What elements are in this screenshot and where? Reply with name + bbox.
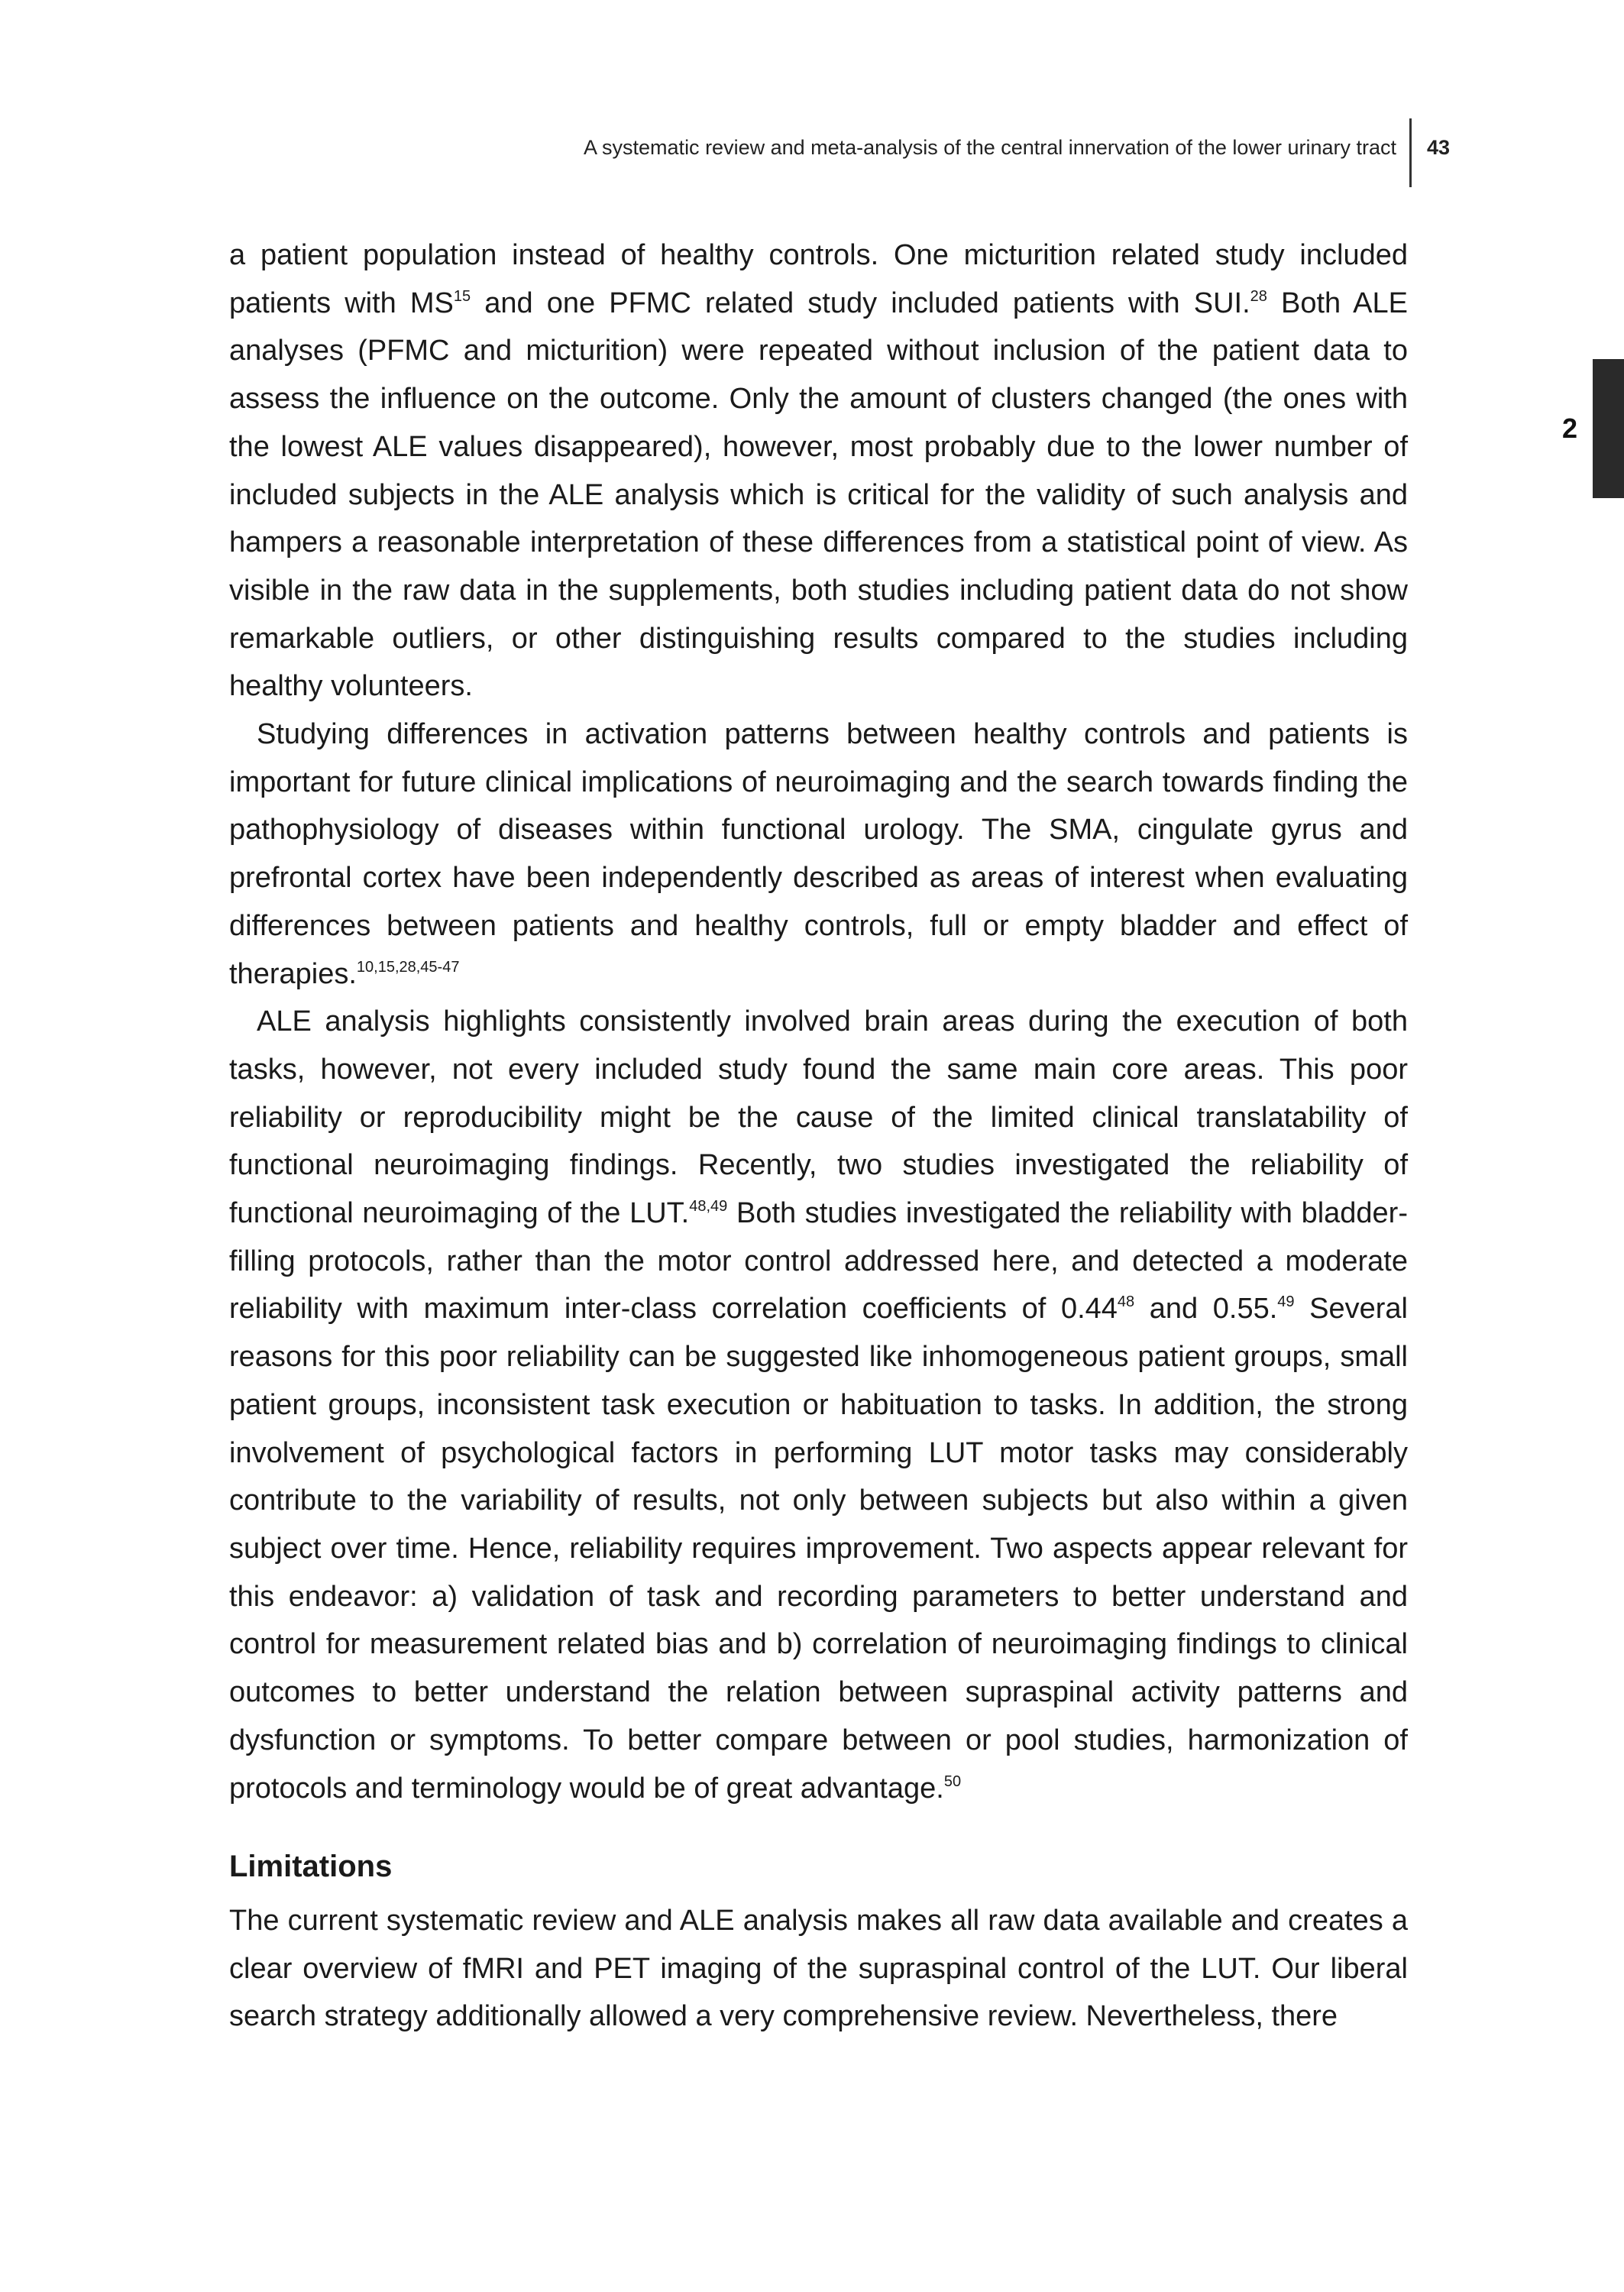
text-span: ALE analysis highlights consistently involved brain areas during the execution of both tasks, however, not every included study found the same main core areas. This poor reliability or reproducibility might be the cause of the limited clinical translatability of functional neuroimaging findings. Recently, two studies investigated the reliability of functional neuroimaging of the LUT. bbox=[229, 1005, 1408, 1230]
citation-ref: 49 bbox=[1277, 1293, 1295, 1311]
section-heading-limitations: Limitations bbox=[229, 1850, 393, 1884]
paragraph-limitations: The current systematic review and ALE analysis makes all raw data available and creates a clear overview of fMRI and PET imaging of the supraspinal control of the LUT. Our liberal search strategy additionally allowed a very comprehensive review. Nevertheless, there bbox=[229, 1904, 1408, 2033]
citation-ref: 48 bbox=[1117, 1293, 1135, 1311]
text-span: Both studies investigated the reliability with bladder-filling protocols, rather than the motor control addressed here, and detected a moderate reliability with maximum inter-class correlation coefficients of 0.44 bbox=[229, 1197, 1408, 1326]
text-span: and one PFMC related study included patients with SUI. bbox=[471, 286, 1250, 319]
header-divider bbox=[1409, 118, 1412, 187]
citation-ref: 48,49 bbox=[689, 1198, 728, 1216]
paragraph-ale-reliability bbox=[229, 998, 1408, 1812]
citation-ref: 15 bbox=[453, 287, 471, 305]
text-span: Several reasons for this poor reliability can be suggested like inhomogeneous patient groups, small patient groups, inconsistent task execution or habituation to tasks. In addition, the strong involvement of psychological factors in performing LUT motor tasks may considerably contribute to the variability of results, not only between subjects but also within a given subject over time. Hence, reliability requires improvement. Two aspects appear relevant for this endeavor: a) validation of task and recording parameters to better understand and control for measurement related bias and b) correlation of neuroimaging findings to clinical outcomes to better understand the relation between supraspinal activity patterns and dysfunction or symptoms. To better compare between or pool studies, harmonization of protocols and terminology would be of great advantage. bbox=[229, 1293, 1408, 1805]
paragraph-patient-population bbox=[229, 231, 1408, 711]
citation-ref: 28 bbox=[1250, 287, 1267, 305]
page-number: 43 bbox=[1427, 136, 1451, 159]
citation-ref: 10,15,28,45-47 bbox=[356, 958, 460, 976]
text-span: Studying differences in activation patterns between healthy controls and patients is important for future clinical implications of neuroimaging and the search towards finding the pathophysiology of diseases within functional urology. The SMA, cingulate gyrus and prefrontal cortex have been independently described as areas of interest when evaluating differences between patients and healthy controls, full or empty bladder and effect of therapies. bbox=[229, 718, 1408, 990]
chapter-number: 2 bbox=[1562, 413, 1578, 444]
citation-ref: 50 bbox=[943, 1772, 962, 1790]
paragraph-activation-differences bbox=[229, 711, 1408, 998]
running-header: A systematic review and meta-analysis of the central innervation of the lower urinary tract bbox=[584, 136, 1396, 159]
text-span: and 0.55. bbox=[1134, 1293, 1278, 1326]
body-text bbox=[229, 231, 1408, 2041]
text-span: Both ALE analyses (PFMC and micturition) were repeated without inclusion of the patient data to assess the influence on the outcome. Only the amount of clusters changed (the ones with the lowest ALE values disappeared), however, most probably due to the lower number of included subjects in the ALE analysis which is critical for the validity of such analysis and hampers a reasonable interpretation of these differences from a statistical point of view. As visible in the raw data in the supplements, both studies including patient data do not show remarkable outliers, or other distinguishing results compared to the studies including healthy volunteers. bbox=[229, 286, 1408, 703]
chapter-tab bbox=[1593, 359, 1624, 498]
text-span: a patient population instead of healthy controls. One micturition related study included patients with MS bbox=[229, 239, 1408, 319]
